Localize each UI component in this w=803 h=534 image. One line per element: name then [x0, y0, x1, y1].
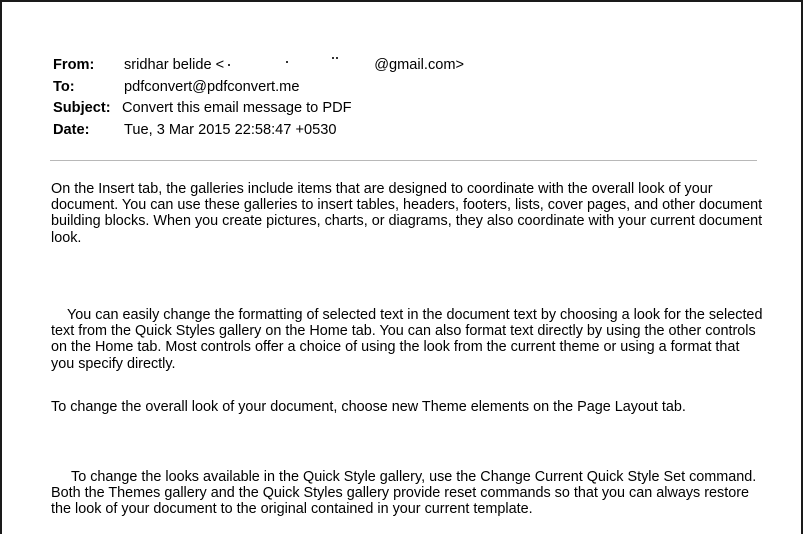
indent-space — [51, 469, 71, 485]
date-value: Tue, 3 Mar 2015 22:58:47 +0530 — [124, 121, 337, 138]
header-divider — [50, 160, 757, 161]
from-label: From: — [53, 57, 95, 73]
body-paragraph-2 — [51, 307, 763, 372]
subject-row — [53, 98, 464, 120]
from-domain: @gmail.com> — [374, 57, 465, 73]
to-label: To: — [53, 78, 75, 95]
subject-label: Subject: — [53, 100, 111, 116]
from-row — [53, 55, 464, 77]
indent-space — [51, 307, 67, 323]
date-row — [53, 120, 464, 142]
date-label: Date: — [53, 121, 90, 138]
redacted-email-local-part — [224, 55, 374, 77]
subject-value: Convert this email message to PDF — [122, 100, 352, 116]
body-paragraph-1: On the Insert tab, the galleries include items that are designed to coordinate with the overall look of your document. You can use these galleries to insert tables, headers, footers, lists, cover pages, and other document building blocks. When you create pictures, charts, or diagrams, they also coordinate with your current document look. — [51, 181, 763, 246]
body-paragraph-2-text: You can easily change the formatting of selected text in the document text by choosing a look for the selected text from the Quick Styles gallery on the Home tab. You can also format text directly by using the other controls on the Home tab. Most controls offer a choice of using the look from the current theme or using a format that you specify directly. — [51, 307, 763, 372]
body-paragraph-4-text: To change the looks available in the Quick Style gallery, use the Change Current Quick Style Set command. Both the Themes gallery and the Quick Styles gallery provide reset commands so that you can always restore the look of your document to the original contained in your current template. — [51, 469, 757, 518]
from-name: sridhar belide < — [124, 57, 225, 73]
body-paragraph-3: To change the overall look of your document, choose new Theme elements on the Page Layout tab. — [51, 399, 686, 415]
to-row — [53, 77, 464, 99]
from-value — [124, 55, 464, 77]
to-value: pdfconvert@pdfconvert.me — [124, 78, 300, 95]
body-paragraph-4 — [51, 469, 763, 518]
email-header — [53, 55, 464, 141]
